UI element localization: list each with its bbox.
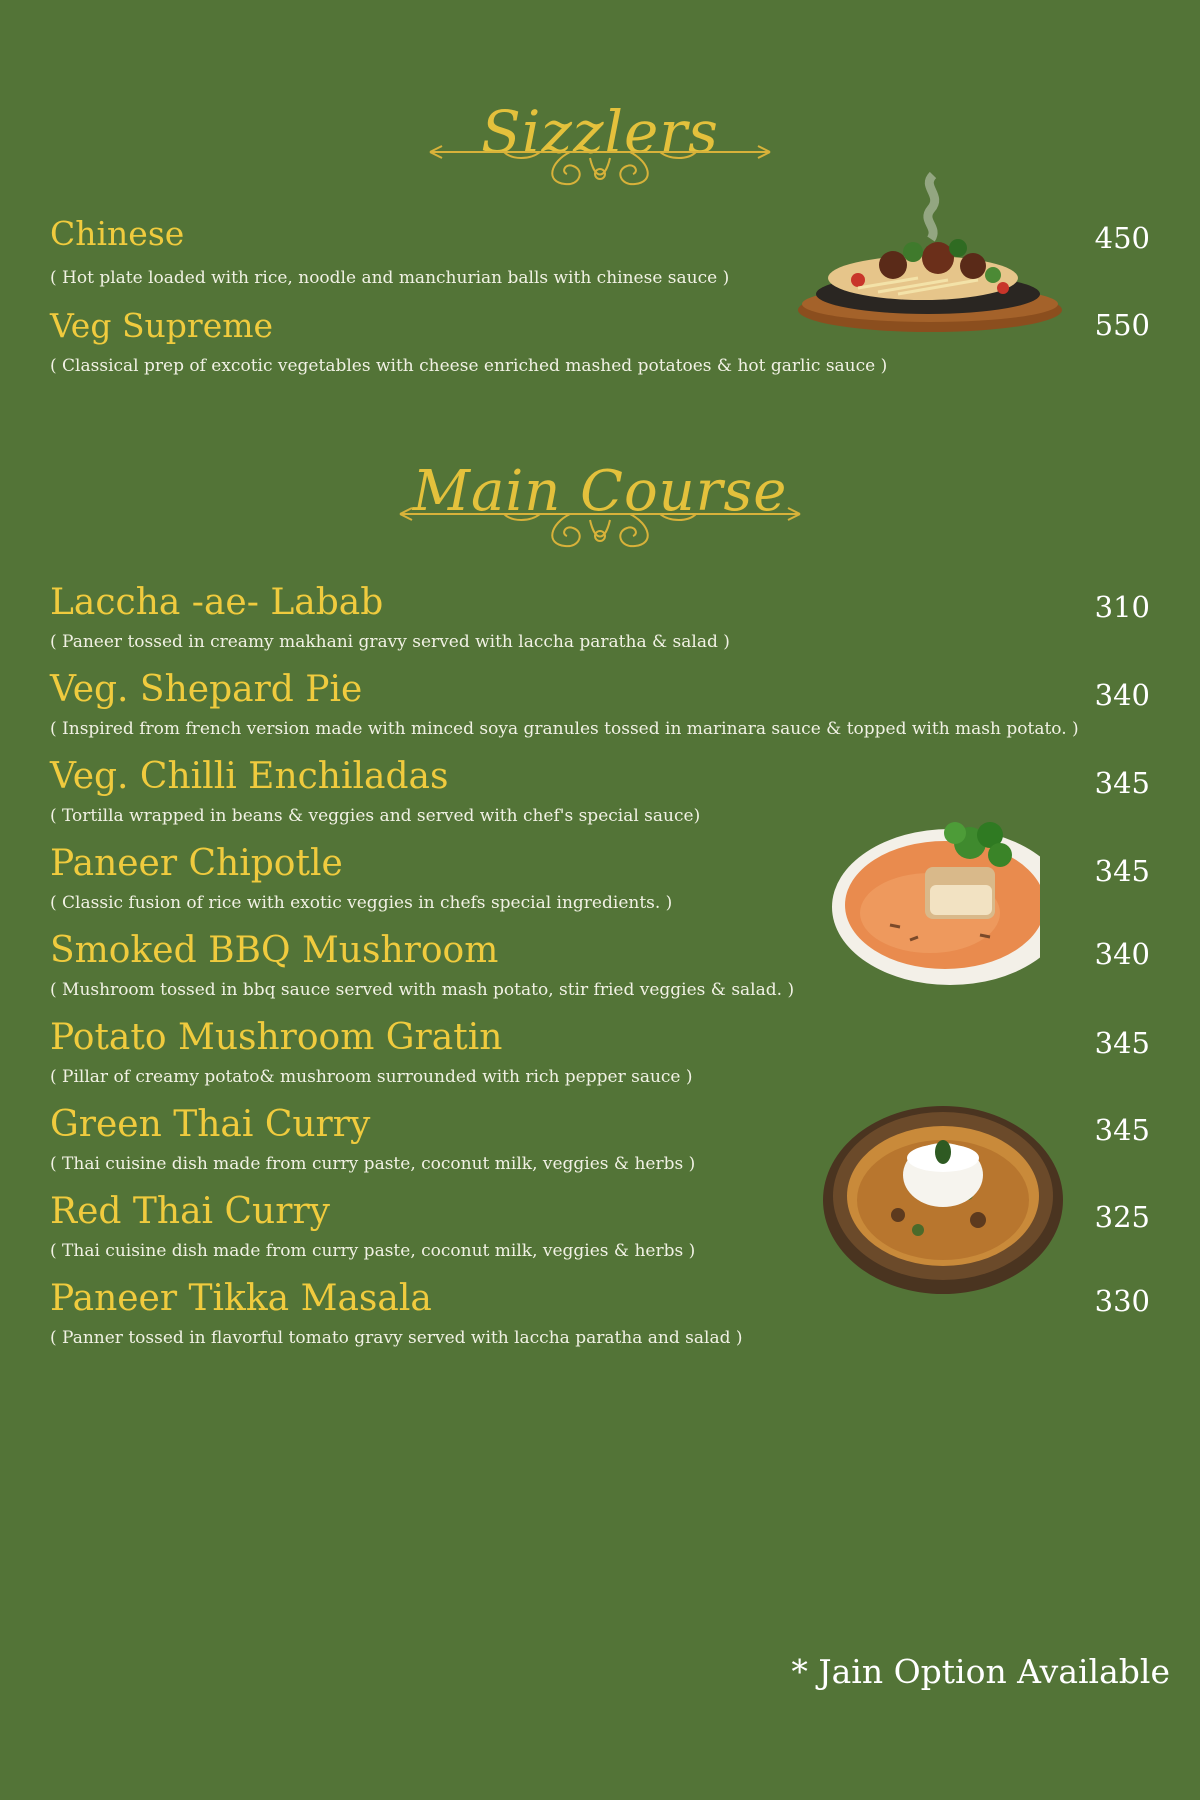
menu-item-description: ( Tortilla wrapped in beans & veggies and served with chef's special sauce)	[50, 806, 701, 826]
paneer-plate-photo-icon	[830, 805, 1050, 985]
menu-item-price: 345	[1094, 1026, 1150, 1060]
menu-item-price: 450	[1094, 221, 1150, 255]
jain-option-note: * Jain Option Available	[791, 1652, 1170, 1691]
menu-item-name: Red Thai Curry	[50, 1191, 331, 1232]
menu-item-description: ( Paneer tossed in creamy makhani gravy served with laccha paratha & salad )	[50, 632, 730, 652]
menu-item-price: 345	[1094, 854, 1150, 888]
menu-item-price: 310	[1094, 590, 1150, 624]
sizzler-plate-photo-icon	[798, 170, 1068, 340]
main-course-header	[0, 458, 1200, 560]
menu-item-description: ( Mushroom tossed in bbq sauce served with mash potato, stir fried veggies & salad. )	[50, 980, 795, 1000]
menu-item-description: ( Inspired from french version made with minced soya granules tossed in marinara sauce & topped with mash potato. )	[50, 719, 1079, 739]
menu-item-name: Veg. Chilli Enchiladas	[50, 756, 449, 797]
menu-item-price: 550	[1094, 308, 1150, 342]
thai-curry-bowl-photo-icon	[818, 1100, 1068, 1300]
menu-item-name: Veg Supreme	[50, 306, 274, 345]
menu-item-description: ( Panner tossed in flavorful tomato gravy served with laccha paratha and salad )	[50, 1328, 743, 1348]
menu-item-name: Chinese	[50, 214, 185, 253]
menu-item-name: Laccha -ae- Labab	[50, 582, 384, 623]
menu-item-description: ( Pillar of creamy potato& mushroom surrounded with rich pepper sauce )	[50, 1067, 693, 1087]
menu-item-price: 330	[1094, 1284, 1150, 1318]
menu-item-name: Smoked BBQ Mushroom	[50, 930, 499, 971]
menu-item-description: ( Thai cuisine dish made from curry paste, coconut milk, veggies & herbs )	[50, 1241, 696, 1261]
menu-item-description: ( Classical prep of excotic vegetables with cheese enriched mashed potatoes & hot garlic sauce )	[50, 356, 888, 376]
menu-item-description: ( Hot plate loaded with rice, noodle and manchurian balls with chinese sauce )	[50, 268, 730, 288]
main-course-title: Main Course	[412, 459, 788, 524]
menu-item-price: 340	[1094, 678, 1150, 712]
menu-item-price: 345	[1094, 766, 1150, 800]
menu-item-price: 325	[1094, 1200, 1150, 1234]
menu-item-name: Potato Mushroom Gratin	[50, 1017, 503, 1058]
menu-item-name: Paneer Tikka Masala	[50, 1278, 432, 1319]
menu-item-price: 340	[1094, 937, 1150, 971]
menu-item-price: 345	[1094, 1113, 1150, 1147]
menu-item-name: Green Thai Curry	[50, 1104, 371, 1145]
menu-item-name: Veg. Shepard Pie	[50, 669, 363, 710]
sizzlers-title: Sizzlers	[481, 98, 719, 166]
menu-item-name: Paneer Chipotle	[50, 843, 343, 884]
menu-item-description: ( Thai cuisine dish made from curry paste, coconut milk, veggies & herbs )	[50, 1154, 696, 1174]
menu-item-description: ( Classic fusion of rice with exotic veggies in chefs special ingredients. )	[50, 893, 673, 913]
